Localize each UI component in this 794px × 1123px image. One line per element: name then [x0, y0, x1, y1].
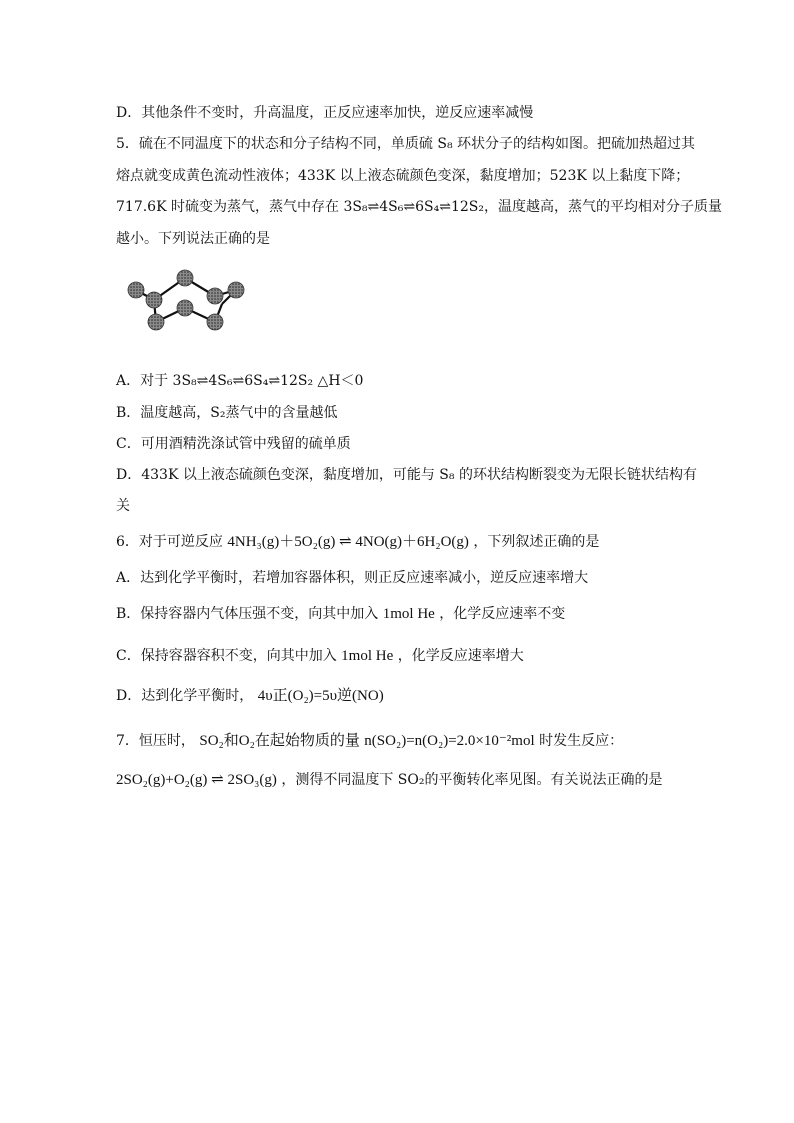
q6-option-b-suffix: ，化学反应速率不变	[439, 606, 566, 622]
q7-stem-suffix: 时发生反应：	[539, 733, 624, 749]
q5-option-d-line-2: 关	[116, 498, 130, 514]
q6-option-c-he: 1mol He	[341, 648, 394, 664]
q5-option-c: C．可用酒精洗涤试管中残留的硫单质	[116, 436, 351, 452]
q6-option-c-prefix: C．保持容器容积不变，向其中加入	[116, 648, 337, 664]
q5-stem-line-3: 717.6K 时硫变为蒸气，蒸气中存在 3S₈⇌4S₆⇌6S₄⇌12S₂，温度越高，蒸气的平均相对分子质量	[116, 199, 722, 215]
q6-option-b-prefix: B．保持容器内气体压强不变，向其中加入	[116, 606, 379, 622]
q7-initial-amount: n(SO₂)=n(O₂)=2.0×10⁻²mol	[364, 733, 535, 749]
q6-option-c-suffix: ，化学反应速率增大	[397, 648, 524, 664]
q6-equation: 4NH₃(g)＋5O₂(g) ⇌ 4NO(g)＋6H₂O(g)	[227, 534, 469, 550]
q7-equation: 2SO₂(g)+O₂(g) ⇌ 2SO₃(g)	[116, 772, 277, 788]
q6-stem-prefix: 6．对于可逆反应	[116, 534, 223, 550]
q6-stem	[116, 532, 599, 552]
q6-option-b	[116, 604, 565, 624]
s8-ring-structure-figure	[124, 268, 254, 340]
q5-stem-line-2: 熔点就变成黄色流动性液体；433K 以上液态硫颜色变深，黏度增加；523K 以上黏度下降；	[116, 168, 690, 184]
q7-stem-line-1	[116, 731, 623, 751]
q7-reactants: SO₂和O₂在起始物质的量	[199, 733, 360, 749]
q5-option-d-line-1: D．433K 以上液态硫颜色变深，黏度增加，可能与 S₈ 的环状结构断裂变为无限长链状结构有	[116, 467, 697, 483]
q6-option-d-rate-expression: 4υ正(O₂)=5υ逆(NO)	[257, 688, 384, 704]
q6-option-c	[116, 646, 524, 666]
q7-stem-line-2	[116, 770, 662, 790]
q6-stem-suffix: ，下列叙述正确的是	[473, 534, 600, 550]
q5-stem-line-4: 越小。下列说法正确的是	[116, 231, 270, 247]
q7-stem-line-2-text: ，测得不同温度下 SO₂的平衡转化率见图。有关说法正确的是	[281, 772, 663, 788]
q6-option-a: A．达到化学平衡时，若增加容器体积，则正反应速率减小，逆反应速率增大	[116, 570, 589, 586]
q7-stem-prefix: 7．恒压时，	[116, 733, 195, 749]
option-4d: D．其他条件不变时，升高温度，正反应速率加快，逆反应速率减慢	[116, 105, 534, 121]
q5-option-a: A．对于 3S₈⇌4S₆⇌6S₄⇌12S₂ △H＜0	[116, 373, 364, 389]
q5-option-b: B．温度越高，S₂蒸气中的含量越低	[116, 405, 338, 421]
q6-option-d-prefix: D．达到化学平衡时，	[116, 688, 254, 704]
q6-option-d	[116, 686, 384, 706]
q6-option-b-he: 1mol He	[382, 606, 435, 622]
q5-stem-line-1: 5．硫在不同温度下的状态和分子结构不同，单质硫 S₈ 环状分子的结构如图。把硫加热超过其	[116, 136, 696, 152]
